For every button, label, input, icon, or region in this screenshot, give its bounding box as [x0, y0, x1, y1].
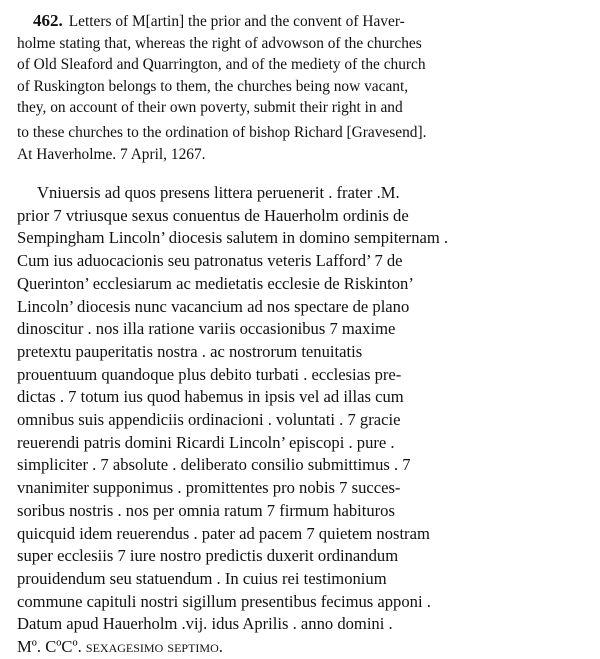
latin-line: vnanimiter supponimus . promittentes pro nobis 7 succes-: [17, 478, 401, 498]
summary-line: they, on account of their own poverty, submit their right in and: [17, 99, 403, 117]
entry-summary: [17, 10, 587, 165]
latin-line: prouidendum seu statuendum . In cuius rei testimonium: [17, 568, 387, 588]
latin-line: prouentuum quandoque plus debito turbati . ecclesias pre-: [17, 364, 402, 384]
latin-line: dinoscitur . nos illa ratione variis occasionibus 7 maxime: [17, 319, 396, 339]
latin-line: super ecclesiis 7 iure nostro predictis duxerit ordinandum: [17, 546, 399, 566]
latin-line: Cum ius aduocacionis seu patronatus veteris Lafford’ 7 de: [17, 251, 403, 271]
latin-date-line: Mº. CºCº. sexagesimo septimo.: [17, 637, 223, 657]
latin-line: dictas . 7 totum ius quod habemus in ipsis vel ad illas cum: [17, 387, 404, 407]
summary-line: of Old Sleaford and Quarrington, and of the mediety of the church: [17, 56, 426, 74]
summary-date-line: At Haverholme. 7 April, 1267.: [17, 145, 206, 163]
latin-line: pretextu pauperitatis nostra . ac nostrorum tenuitatis: [17, 341, 363, 361]
latin-line: Querinton’ ecclesiarum ac medietatis ecclesie de Riskinton’: [17, 273, 414, 293]
entry-number: 462.: [33, 11, 63, 30]
latin-line: commune capituli nostri sigillum presentibus fecimus apponi .: [17, 591, 431, 611]
summary-line: to these churches to the ordination of bishop Richard [Gravesend].: [17, 123, 427, 141]
latin-line: simpliciter . 7 absolute . deliberato consilio submittimus . 7: [17, 455, 411, 475]
latin-line: reuerendi patris domini Ricardi Lincoln’ episcopi . pure .: [17, 432, 395, 452]
latin-line: Vniuersis ad quos presens littera peruenerit . frater .M.: [37, 183, 400, 202]
latin-line: quicquid idem reuerendus . pater ad pacem 7 quietem nostram: [17, 523, 430, 543]
latin-line: Lincoln’ diocesis nunc vacancium ad nos spectare de plano: [17, 296, 410, 316]
latin-line: Datum apud Hauerholm .vij. idus Aprilis . anno domini .: [17, 614, 393, 634]
summary-line: 462. Letters of M[artin] the prior and the convent of Haver-: [33, 11, 405, 30]
latin-line: soribus nostris . nos per omnia ratum 7 firmum habituros: [17, 500, 395, 520]
summary-line: of Ruskington belongs to them, the churches being now vacant,: [17, 77, 409, 95]
latin-line: omnibus suis appendiciis ordinacioni . voluntati . 7 gracie: [17, 410, 401, 430]
latin-line: prior 7 vtriusque sexus conuentus de Hauerholm ordinis de: [17, 205, 409, 225]
summary-line: holme stating that, whereas the right of advowson of the churches: [17, 34, 422, 52]
latin-line: Sempingham Lincoln’ diocesis salutem in domino sempiternam .: [17, 228, 449, 248]
latin-charter-text: [17, 182, 589, 659]
